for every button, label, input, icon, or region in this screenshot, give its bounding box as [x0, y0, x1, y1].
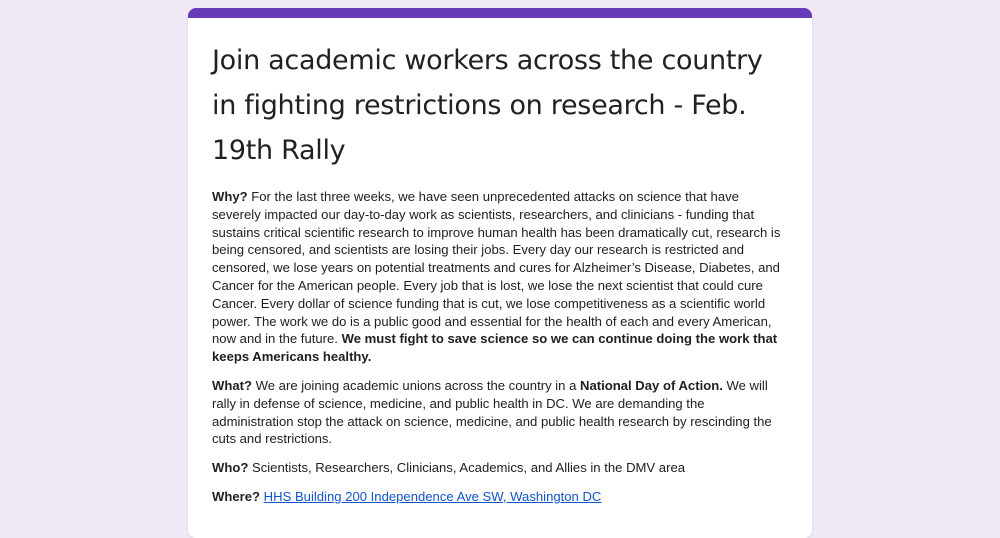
what-label: What? [212, 377, 252, 393]
why-label: Why? [212, 189, 248, 204]
why-text: For the last three weeks, we have seen unprecedented attacks on science that have severely impacted our day-to-day work as scientists, researchers, and clinicians - funding that sustains critical scientific research to improve human health has been dramatically cut, research is being censored, and scientists are losing their jobs. Every day our research is restricted and censored, we lose years on potential treatments and cures for Alzheimer’s Disease, Diabetes, and Cancer for the American people. Every job that is lost, we lose the next scientist that could cure Cancer. Every dollar of science funding that is cut, we lose competitiveness as a scientific world power. The work we do is a public good and essential for the health of each and every American, now and in the future. [212, 189, 781, 347]
form-description [188, 18, 812, 506]
what-text-after: We will rally in defense of science, medicine, and public health in DC. We are demanding the administration stop the attack on science, medicine, and public health research by rescinding the cuts and restrictions. [212, 377, 772, 447]
who-text: Scientists, Researchers, Clinicians, Academics, and Allies in the DMV area [248, 460, 686, 476]
why-emphasis: We must fight to save science so we can continue doing the work that keeps Americans healthy. [212, 331, 778, 365]
what-paragraph [212, 377, 788, 448]
what-text-before: We are joining academic unions across the country in a [252, 377, 581, 393]
where-label: Where? [212, 488, 261, 504]
location-link[interactable]: HHS Building 200 Independence Ave SW, Washington DC [263, 488, 602, 504]
where-paragraph [212, 488, 788, 506]
who-label: Who? [212, 460, 249, 476]
why-paragraph [212, 188, 788, 366]
what-emphasis: National Day of Action. [580, 377, 723, 393]
form-header-card [188, 8, 812, 538]
who-paragraph [212, 459, 788, 477]
form-title: Join academic workers across the country in fighting restrictions on research - Feb. 19th Rally [212, 45, 763, 166]
form-accent-bar [188, 8, 812, 18]
